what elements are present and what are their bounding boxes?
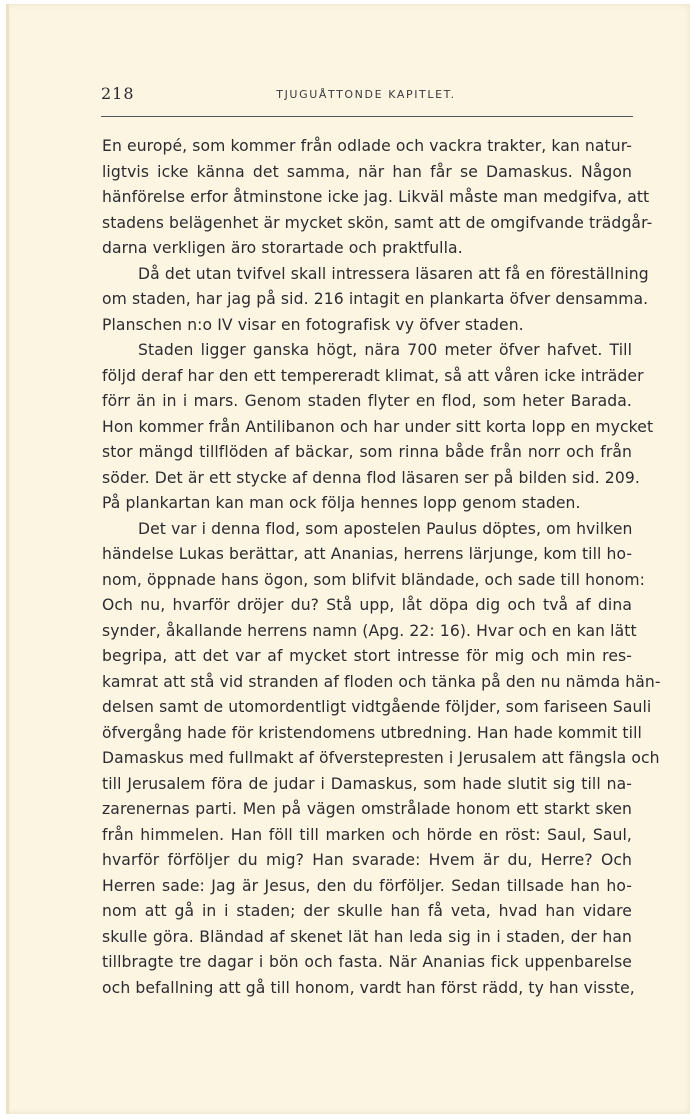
text-line: händelse Lukas berättar, att Ananias, herrens lärjunge, kom till ho-: [102, 545, 633, 563]
text-line: från himmelen. Han föll till marken och hörde en röst: Saul, Saul,: [102, 825, 632, 844]
text-line: En europé, som kommer från odlade och vackra trakter, kan natur-: [102, 137, 632, 155]
text-line: synder, åkallande herrens namn (Apg. 22: 16). Hvar och en kan lätt: [102, 621, 637, 640]
text-line: Planschen n:o IV visar en fotografisk vy öfver staden.: [102, 315, 524, 334]
text-line: stor mängd tillflöden af bäckar, som rinna både från norr och från: [102, 443, 632, 461]
text-line: Det var i denna flod, som apostelen Paulus döptes, om hvilken: [138, 519, 633, 538]
text-line: tillbragte tre dagar i bön och fasta. När Ananias fick uppenbarelse: [102, 953, 632, 971]
text-line: stadens belägenhet är mycket skön, samt att de omgifvande trädgår-: [102, 213, 653, 232]
text-line: förr än in i mars. Genom staden flyter en flod, som heter Barada.: [102, 392, 632, 410]
running-head: TJUGUÅTTONDE KAPITLET.: [276, 88, 456, 101]
text-line: begripa, att det var af mycket stort intresse för mig och min res-: [102, 647, 632, 665]
text-line: Staden ligger ganska högt, nära 700 meter öfver hafvet. Till: [138, 341, 632, 359]
text-line: ligtvis icke känna det samma, när han får se Damaskus. Någon: [102, 162, 632, 181]
text-line: kamrat att stå vid stranden af floden och tänka på den nu nämda hän-: [102, 672, 661, 691]
text-line: följd deraf har den ett tempereradt klimat, så att våren icke inträder: [102, 366, 644, 385]
text-line: Hon kommer från Antilibanon och har under sitt korta lopp en mycket: [102, 417, 654, 436]
text-line: delsen samt de utomordentligt vidtgående följder, som fariseen Sauli: [102, 698, 652, 716]
text-line: Herren sade: Jag är Jesus, den du förföljer. Sedan tillsade han ho-: [102, 876, 632, 895]
text-line: skulle göra. Bländad af skenet lät han leda sig in i staden, der han: [102, 927, 632, 946]
text-line: öfvergång hade för kristendomens utbredning. Han hade kommit till: [102, 723, 642, 742]
text-line: söder. Det är ett stycke af denna flod läsaren ser på bilden sid. 209.: [102, 468, 640, 487]
body-text: [102, 134, 661, 1001]
text-line: Då det utan tvifvel skall intressera läsaren att få en föreställning: [138, 264, 649, 283]
text-line: Damaskus med fullmakt af öfverstepresten i Jerusalem att fängsla och: [102, 749, 660, 767]
book-page: [6, 4, 690, 1114]
header-rule: [101, 116, 633, 117]
text-line: till Jerusalem föra de judar i Damaskus, som hade slutit sig till na-: [102, 774, 632, 793]
text-line: nom att gå in i staden; der skulle han få veta, hvad han vidare: [102, 902, 632, 920]
text-line: om staden, har jag på sid. 216 intagit en plankarta öfver densamma.: [102, 290, 649, 308]
text-line: På plankartan kan man ock följa hennes lopp genom staden.: [102, 494, 581, 512]
text-line: hvarför förföljer du mig? Han svarade: Hvem är du, Herre? Och: [102, 851, 632, 869]
text-line: darna verkligen äro storartade och praktfulla.: [102, 239, 463, 257]
text-line: hänförelse erfor åtminstone icke jag. Likväl måste man medgifva, att: [102, 188, 650, 206]
text-line: Och nu, hvarför dröjer du? Stå upp, låt döpa dig och två af dina: [102, 596, 632, 614]
text-line: zarenernas parti. Men på vägen omstrålade honom ett starkt sken: [102, 800, 632, 818]
page-header: [101, 84, 631, 114]
page-number: 218: [101, 84, 135, 103]
text-line: och befallning att gå till honom, vardt han först rädd, ty han visste,: [102, 978, 635, 997]
text-line: nom, öppnade hans ögon, som blifvit bländade, och sade till honom:: [102, 570, 645, 589]
